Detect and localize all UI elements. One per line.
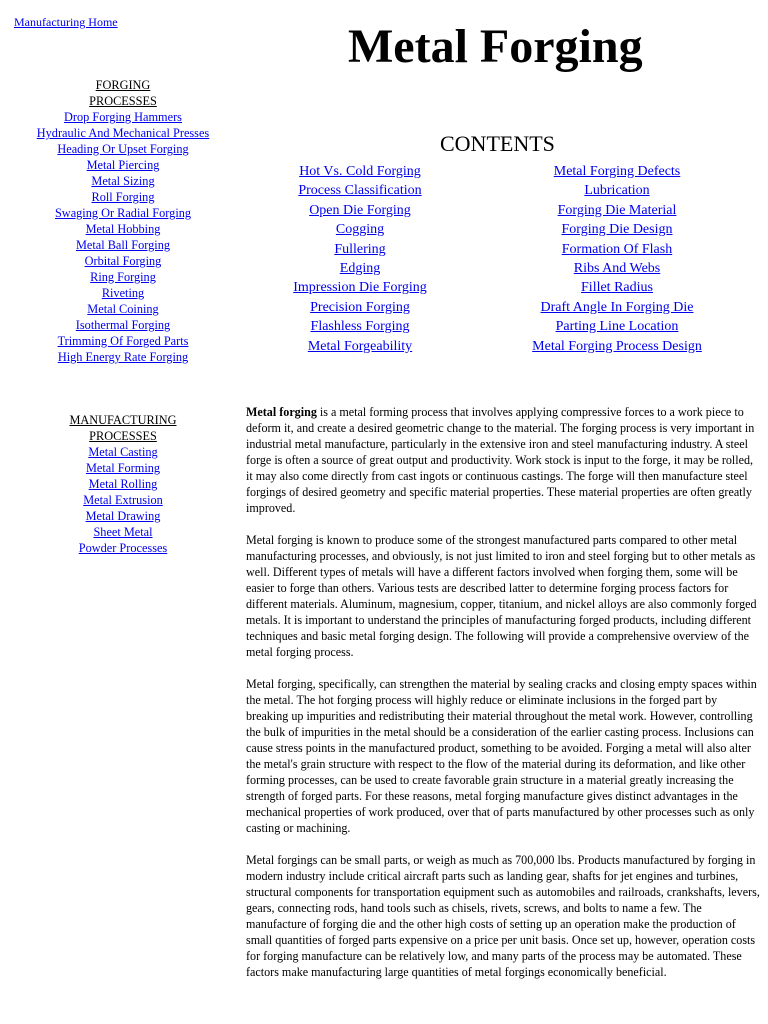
contents-link-lubrication[interactable]: Lubrication [584, 183, 650, 199]
nav-link-metal-rolling[interactable]: Metal Rolling [88, 477, 158, 491]
contents-link-fillet-radius[interactable]: Fillet Radius [581, 280, 653, 296]
contents-link-precision-forging[interactable]: Precision Forging [310, 299, 410, 315]
article-lead-term: Metal forging [246, 405, 317, 419]
nav-link-swaging-radial-forging[interactable]: Swaging Or Radial Forging [54, 206, 192, 220]
contents-link-ribs-and-webs[interactable]: Ribs And Webs [573, 261, 661, 277]
contents-link-metal-forgeability[interactable]: Metal Forgeability [307, 338, 413, 354]
nav-link-metal-piercing[interactable]: Metal Piercing [86, 158, 160, 172]
contents-link-process-classification[interactable]: Process Classification [298, 183, 422, 199]
article-paragraph-3: Metal forging, specifically, can strengthen the material by sealing cracks and closing empty spaces within the metal. The hot forging process will highly reduce or eliminate inclusions in the forged part by breaking up impurities and redistributing their material throughout the metal work. However, controlling the bulk of impurities in the metal should be a consideration of the earlier casting process. Inclusions can cause stress points in the manufactured product, something to be avoided. Forging a metal will also alter the metal's grain structure with respect to the flow of the material during its deformation, and like other forming processes, can be used to create favorable grain structure in a material greatly increasing the strength of forged parts. For these reasons, metal forging manufacture gives distinct advantages in the mechanical properties of work produced, over that of parts manufactured by other processes such as only casting or machining. [246, 677, 757, 835]
contents-link-draft-angle[interactable]: Draft Angle In Forging Die [540, 299, 694, 315]
contents-left-column [276, 162, 444, 356]
contents-link-hot-vs-cold-forging[interactable]: Hot Vs. Cold Forging [299, 164, 421, 179]
nav-link-trimming-forged-parts[interactable]: Trimming Of Forged Parts [57, 334, 189, 348]
nav-link-riveting[interactable]: Riveting [101, 286, 145, 300]
page-title: Metal Forging [348, 20, 643, 73]
article-paragraph-1 [246, 404, 760, 516]
nav-link-sheet-metal[interactable]: Sheet Metal [93, 525, 153, 539]
contents-link-formation-of-flash[interactable]: Formation Of Flash [561, 241, 673, 257]
nav-link-orbital-forging[interactable]: Orbital Forging [84, 254, 162, 268]
contents-link-process-design[interactable]: Metal Forging Process Design [532, 338, 702, 354]
contents-link-cogging[interactable]: Cogging [335, 222, 385, 238]
contents-link-forging-die-design[interactable]: Forging Die Design [561, 222, 673, 238]
manufacturing-processes-nav [0, 412, 246, 556]
contents-link-open-die-forging[interactable]: Open Die Forging [309, 202, 411, 218]
forging-heading-line2: PROCESSES [89, 94, 157, 108]
article-paragraph-2: Metal forging is known to produce some of the strongest manufactured parts compared to other metal manufacturing processes, and obviously, is not just limited to iron and steel forging but to other metals as well. Different types of metals will have a different factors involved when forging them, some will be easier to forge than others. Various tests are described latter to determine forging process factors for different materials. Aluminum, magnesium, copper, titanium, and nickel alloys are also commonly forged metals. It is important to understand the principles of manufacturing forged products, including different techniques and basic metal forging design. The following will provide a comprehensive overview of the metal forging process. [246, 533, 757, 659]
nav-link-powder-processes[interactable]: Powder Processes [78, 541, 168, 555]
contents-link-forging-die-material[interactable]: Forging Die Material [557, 202, 677, 218]
nav-link-ring-forging[interactable]: Ring Forging [90, 270, 156, 284]
article-paragraph-1-text: is a metal forming process that involves applying compressive forces to a work piece to deform it, and create a desired geometric change to the material. The forging process is very important in industrial metal manufacture, particularly in the extensive iron and steel manufacturing industry. A steel forge is often a source of great output and productivity. Work stock is input to the forge, it may be rolled, it may also come directly from cast ingots or continuous castings. The forge will then manufacture steel forgings of desired geometry and specific material properties. These material properties are often greatly improved. [246, 405, 755, 515]
nav-link-metal-drawing[interactable]: Metal Drawing [85, 509, 161, 523]
nav-link-drop-forging-hammers[interactable]: Drop Forging Hammers [64, 110, 182, 124]
article-paragraph-4: Metal forgings can be small parts, or weigh as much as 700,000 lbs. Products manufactured by forging in modern industry include critical aircraft parts such as landing gear, shafts for jet engines and turbines, structural components for transportation equipment such as automobiles and railroads, crankshafts, levers, gears, connecting rods, hand tools such as chisels, rivets, screws, and bolts to name a few. The manufacture of forging die and the other high costs of setting up an operation make the production of small quantities of forged parts expensive on a price per unit basis. Once set up, however, operation costs for forging manufacture can be relatively low, and many parts of the process may be automated. These factors make manufacturing large quantities of metal forgings economically beneficial. [246, 853, 760, 979]
manufacturing-home-link[interactable]: Manufacturing Home [14, 15, 118, 29]
nav-link-heading-upset-forging[interactable]: Heading Or Upset Forging [57, 142, 189, 156]
manufacturing-processes-heading [0, 412, 246, 444]
nav-link-metal-sizing[interactable]: Metal Sizing [91, 174, 155, 188]
nav-link-high-energy-rate-forging[interactable]: High Energy Rate Forging [57, 350, 189, 364]
forging-heading-line1: FORGING [95, 78, 151, 92]
contents-link-flashless-forging[interactable]: Flashless Forging [310, 319, 410, 335]
manufacturing-heading-line1: MANUFACTURING [69, 413, 177, 427]
contents-link-impression-die-forging[interactable]: Impression Die Forging [293, 280, 427, 296]
contents-link-metal-forging-defects[interactable]: Metal Forging Defects [553, 164, 681, 179]
contents-link-edging[interactable]: Edging [339, 261, 381, 277]
nav-link-metal-forming[interactable]: Metal Forming [85, 461, 161, 475]
nav-link-metal-hobbing[interactable]: Metal Hobbing [85, 222, 161, 236]
contents-link-fullering[interactable]: Fullering [334, 241, 386, 257]
forging-processes-nav [0, 77, 246, 365]
manufacturing-heading-line2: PROCESSES [89, 429, 157, 443]
nav-link-hydraulic-mechanical-presses[interactable]: Hydraulic And Mechanical Presses [36, 126, 210, 140]
nav-link-roll-forging[interactable]: Roll Forging [91, 190, 155, 204]
nav-link-metal-coining[interactable]: Metal Coining [87, 302, 159, 316]
article-body [246, 404, 760, 996]
contents-heading: CONTENTS [440, 131, 555, 156]
nav-link-metal-casting[interactable]: Metal Casting [88, 445, 158, 459]
contents-right-column [518, 162, 716, 356]
contents-link-parting-line-location[interactable]: Parting Line Location [555, 319, 679, 335]
nav-link-metal-ball-forging[interactable]: Metal Ball Forging [75, 238, 171, 252]
nav-link-isothermal-forging[interactable]: Isothermal Forging [75, 318, 171, 332]
forging-processes-heading [0, 77, 246, 109]
nav-link-metal-extrusion[interactable]: Metal Extrusion [83, 493, 163, 507]
